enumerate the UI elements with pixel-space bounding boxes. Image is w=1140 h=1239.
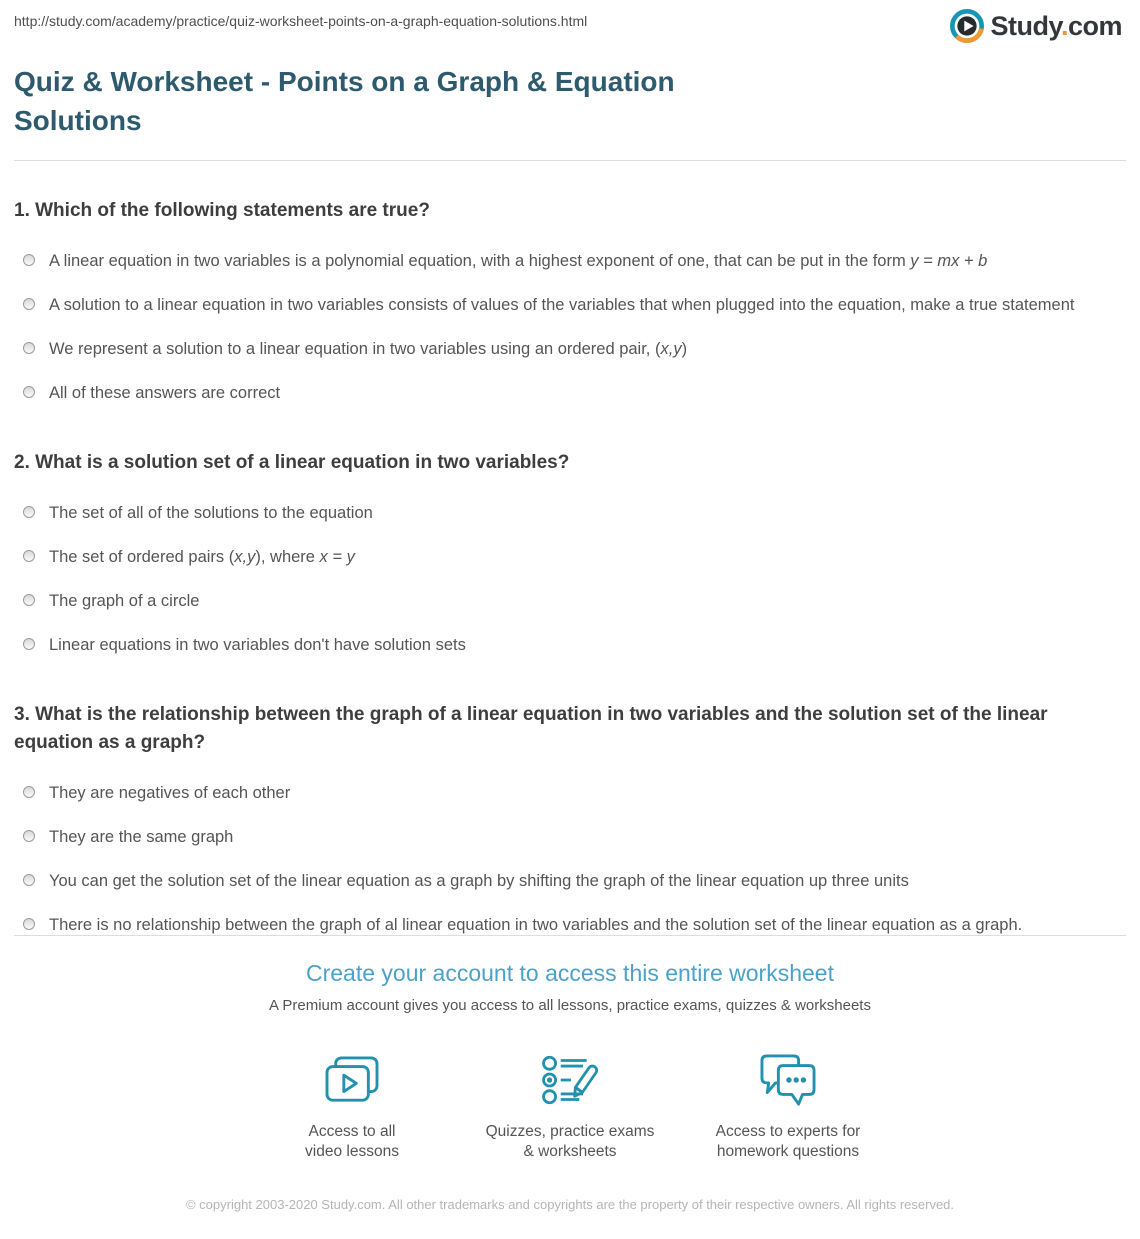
answer-option-label: We represent a solution to a linear equation in two variables using an ordered pair, (x,y) <box>49 340 688 358</box>
feature-caption: Quizzes, practice exams & worksheets <box>485 1123 655 1160</box>
title-divider <box>14 160 1126 161</box>
page-url: http://study.com/academy/practice/quiz-worksheet-points-on-a-graph-equation-solutions.html <box>14 13 588 29</box>
cta-section <box>14 960 1126 1162</box>
radio-button[interactable] <box>23 638 35 650</box>
question-1 <box>14 197 1126 403</box>
question-title: 3. What is the relationship between the graph of a linear equation in two variables and the solution set of the linear equation as a graph? <box>14 704 1048 753</box>
feature-quizzes-worksheets <box>461 1052 679 1162</box>
radio-button[interactable] <box>23 550 35 562</box>
feature-homework-experts <box>679 1052 897 1162</box>
copyright-notice: © copyright 2003-2020 Study.com. All other trademarks and copyrights are the property of their respective owners. All rights reserved. <box>185 1197 955 1212</box>
radio-button[interactable] <box>23 786 35 798</box>
question-3 <box>14 701 1126 935</box>
answer-option[interactable] <box>14 635 1126 655</box>
radio-button[interactable] <box>23 506 35 518</box>
radio-button[interactable] <box>23 386 35 398</box>
answer-option-label: The set of all of the solutions to the equation <box>49 504 373 522</box>
page-title: Quiz & Worksheet - Points on a Graph & Equation Solutions <box>14 66 675 136</box>
radio-button[interactable] <box>23 830 35 842</box>
answer-option-label: The set of ordered pairs (x,y), where x = y <box>49 548 355 566</box>
question-2 <box>14 449 1126 655</box>
chat-bubbles-icon <box>679 1052 897 1108</box>
feature-caption: Access to all video lessons <box>305 1123 399 1160</box>
answer-option[interactable] <box>14 547 1126 567</box>
features-row <box>14 1052 1126 1162</box>
answer-option-label: The graph of a circle <box>49 592 200 610</box>
questions <box>14 197 1126 935</box>
answer-option[interactable] <box>14 295 1126 315</box>
answer-option[interactable] <box>14 383 1126 403</box>
logo-dot: . <box>1060 10 1068 41</box>
study-com-logo[interactable] <box>950 9 1122 43</box>
answer-option[interactable] <box>14 871 1126 891</box>
answer-option-label: There is no relationship between the graph of al linear equation in two variables and the solution set of the linear equation as a graph. <box>49 916 1023 934</box>
feature-caption: Access to experts for homework questions <box>715 1123 861 1160</box>
question-title: 2. What is a solution set of a linear equation in two variables? <box>14 452 570 473</box>
quiz-pencil-icon <box>461 1052 679 1108</box>
answer-option[interactable] <box>14 339 1126 359</box>
content-divider <box>14 935 1126 936</box>
radio-button[interactable] <box>23 342 35 354</box>
video-lessons-icon <box>243 1052 461 1108</box>
question-title: 1. Which of the following statements are true? <box>14 200 430 221</box>
premium-subtext: A Premium account gives you access to all lessons, practice exams, quizzes & worksheets <box>269 997 871 1014</box>
radio-button[interactable] <box>23 874 35 886</box>
answer-option[interactable] <box>14 783 1126 803</box>
create-account-link[interactable]: Create your account to access this entire worksheet <box>306 960 834 986</box>
play-circle-icon <box>950 9 984 43</box>
answer-option[interactable] <box>14 251 1126 271</box>
answer-option[interactable] <box>14 591 1126 611</box>
radio-button[interactable] <box>23 918 35 930</box>
answer-option-label: A solution to a linear equation in two variables consists of values of the variables that when plugged into the equation, make a true statement <box>49 296 1075 314</box>
answer-option[interactable] <box>14 503 1126 523</box>
radio-button[interactable] <box>23 298 35 310</box>
answer-option-label: They are the same graph <box>49 828 234 846</box>
radio-button[interactable] <box>23 254 35 266</box>
answer-option-label: All of these answers are correct <box>49 384 281 402</box>
answer-option-label: They are negatives of each other <box>49 784 291 802</box>
radio-button[interactable] <box>23 594 35 606</box>
answer-option-label: Linear equations in two variables don't have solution sets <box>49 636 466 654</box>
answer-option-label: You can get the solution set of the linear equation as a graph by shifting the graph of the linear equation up three units <box>49 872 909 890</box>
answer-option-label: A linear equation in two variables is a polynomial equation, with a highest exponent of one, that can be put in the form y = mx + b <box>49 252 988 270</box>
feature-video-lessons <box>243 1052 461 1162</box>
answer-option[interactable] <box>14 915 1126 935</box>
logo-text: Study.com <box>990 10 1122 41</box>
answer-option[interactable] <box>14 827 1126 847</box>
